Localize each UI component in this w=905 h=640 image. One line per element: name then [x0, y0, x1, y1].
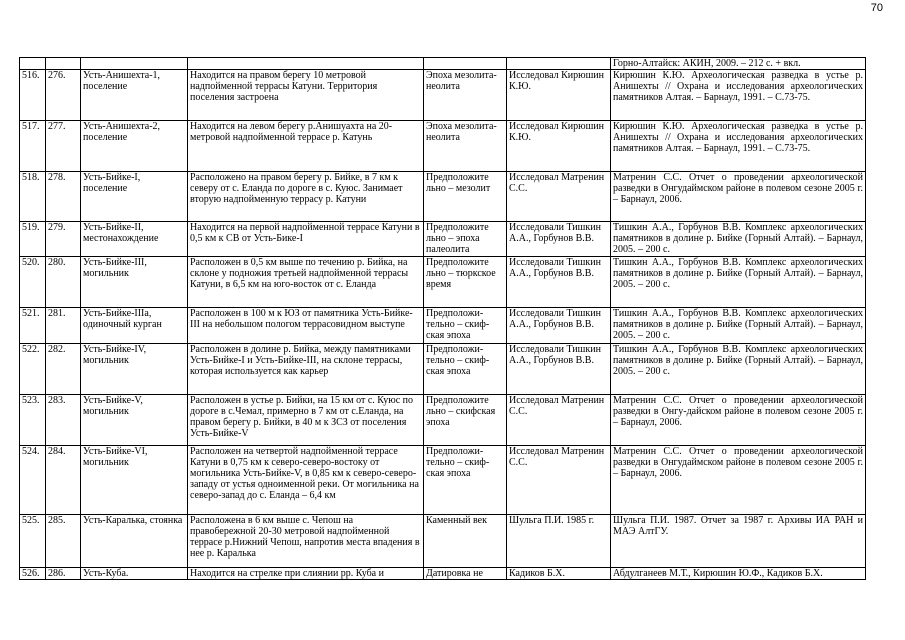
- cell-researcher: Исследовал Кирюшин К.Ю.: [507, 70, 611, 121]
- table-row: [20, 222, 866, 257]
- cell-dating: Эпоха мезолита-неолита: [424, 70, 507, 121]
- cell-literature: Матренин С.С. Отчет о проведении археологической разведки в Онгудаймском районе в полевом сезоне 2005 г. – Барнаул, 2006.: [611, 172, 866, 222]
- cell-location: Находится на левом берегу р.Анишуахта на 20-метровой надпойменной террасе р. Катунь: [188, 121, 424, 172]
- cell-site-number: 284.: [46, 446, 81, 515]
- cell-site-name: Усть-Бийке-I, поселение: [81, 172, 188, 222]
- cell-researcher: Исследовал Матренин С.С.: [507, 395, 611, 446]
- cell-literature: Матренин С.С. Отчет о проведении археологической разведки в Онгудаймском районе в полевом сезоне 2005 г. – Барнаул, 2006.: [611, 446, 866, 515]
- table-body: [20, 58, 866, 580]
- cell-row-number: 524.: [20, 446, 46, 515]
- cell-site-name: Усть-Анишехта-2, поселение: [81, 121, 188, 172]
- table-row-continuation: [20, 58, 866, 70]
- cell-location: Находится на правом берегу 10 метровой надпойменной террасы Катуни. Территория поселения застроена: [188, 70, 424, 121]
- cell-row-number: 522.: [20, 344, 46, 395]
- sites-table: [19, 57, 866, 580]
- cell-row-number: 520.: [20, 257, 46, 308]
- cell-site-name: Усть-Бийке-II, местонахождение: [81, 222, 188, 257]
- cell-site-name: Усть-Бийке-VI, могильник: [81, 446, 188, 515]
- cell-site-name: Усть-Анишехта-1, поселение: [81, 70, 188, 121]
- cell-site-number: 278.: [46, 172, 81, 222]
- cell-location: Расположен в 0,5 км выше по течению р. Бийка, на склоне у подножия третьей надпойменной террасы Катуни, в 6,5 км на юго-восток от с. Еланда: [188, 257, 424, 308]
- cell-location: Находится на стрелке при слиянии рр. Куба и: [188, 568, 424, 580]
- table-row: [20, 308, 866, 344]
- cell-dating: Каменный век: [424, 515, 507, 568]
- cell-dating: Эпоха мезолита-неолита: [424, 121, 507, 172]
- cell-researcher: Исследовали Тишкин А.А., Горбунов В.В.: [507, 222, 611, 257]
- cell-row-number: 521.: [20, 308, 46, 344]
- cell-location: Расположено на правом берегу р. Бийке, в 7 км к северу от с. Еланда по дороге в с. Куюс. Занимает вторую надпойменную террасу р. Катуни: [188, 172, 424, 222]
- table-row: [20, 257, 866, 308]
- cell-site-number: 280.: [46, 257, 81, 308]
- cell-location: Расположен на четвертой надпойменной террасе Катуни в 0,75 км к северо-северо-востоку от могильника Усть-Бийке-V, в 0,85 км к северо-северо-западу от устья одноименной реки. От могильника на северо-запад до с. Еланда – 6,4 км: [188, 446, 424, 515]
- table-row: [20, 344, 866, 395]
- cell-site-number: 282.: [46, 344, 81, 395]
- cell-literature: Тишкин А.А., Горбунов В.В. Комплекс археологических памятников в долине р. Бийке (Горный Алтай). – Барнаул, 2005. – 200 с.: [611, 257, 866, 308]
- cell-row-number: 526.: [20, 568, 46, 580]
- cell-location: Расположена в 6 км выше с. Чепош на правобережной 20-30 метровой надпойменной террасе р.Нижний Чепош, напротив места впадения в нее р. Каралька: [188, 515, 424, 568]
- cell-site-number: 286.: [46, 568, 81, 580]
- table-row: [20, 515, 866, 568]
- cell-literature: Матренин С.С. Отчет о проведении археологической разведки в Онгу-дайском районе в полевом сезоне 2005 г. – Барнаул, 2006.: [611, 395, 866, 446]
- cell-site-name: Усть-Бийке-III, могильник: [81, 257, 188, 308]
- cell-row-number: 519.: [20, 222, 46, 257]
- cell-literature: Кирюшин К.Ю. Археологическая разведка в устье р. Анишехты // Охрана и исследования археологических памятников Алтая. – Барнаул, 1991. – С.73-75.: [611, 70, 866, 121]
- cell-dating: Предположи-тельно – скиф-ская эпоха: [424, 344, 507, 395]
- cell-location: Расположен в 100 м к ЮЗ от памятника Усть-Бийке-III на небольшом пологом террасовидном выступе: [188, 308, 424, 344]
- cell-literature: Тишкин А.А., Горбунов В.В. Комплекс археологических памятников в долине р. Бийке (Горный Алтай). – Барнаул, 2005. – 200 с.: [611, 308, 866, 344]
- cell-literature: Кирюшин К.Ю. Археологическая разведка в устье р. Анишехты // Охрана и исследования археологических памятников Алтая. – Барнаул, 1991. – С.73-75.: [611, 121, 866, 172]
- cell-researcher: Исследовали Тишкин А.А., Горбунов В.В.: [507, 257, 611, 308]
- cell-dating: Предположите льно – скифская эпоха: [424, 395, 507, 446]
- cell-literature: Абдулганеев М.Т., Кирюшин Ю.Ф., Кадиков Б.Х.: [611, 568, 866, 580]
- table-row: [20, 568, 866, 580]
- cell-site-number: 277.: [46, 121, 81, 172]
- table-row: [20, 70, 866, 121]
- cell-researcher: Исследовал Кирюшин К.Ю.: [507, 121, 611, 172]
- cell-location: Расположен в устье р. Бийки, на 15 км от с. Куюс по дороге в с.Чемал, примерно в 7 км от с.Еланда, на правом берегу р. Бийки, в 40 м к ЗСЗ от поселения Усть-Бийке-V: [188, 395, 424, 446]
- table-row: [20, 446, 866, 515]
- cell-site-number: 283.: [46, 395, 81, 446]
- cell-literature: Шульга П.И. 1987. Отчет за 1987 г. Архивы ИА РАН и МАЭ АлтГУ.: [611, 515, 866, 568]
- cell-site-number: 285.: [46, 515, 81, 568]
- cell-literature: Горно-Алтайск: АКИН, 2009. – 212 с. + вкл.: [611, 58, 866, 70]
- cell-researcher: Исследовали Тишкин А.А., Горбунов В.В.: [507, 344, 611, 395]
- cell-site-name: Усть-Бийке-IIIа, одиночный курган: [81, 308, 188, 344]
- cell-site-number: 276.: [46, 70, 81, 121]
- cell-dating: Предположите льно – мезолит: [424, 172, 507, 222]
- cell-researcher: Исследовал Матренин С.С.: [507, 172, 611, 222]
- page-number: 70: [870, 2, 883, 14]
- cell-dating: Датировка не: [424, 568, 507, 580]
- cell-row-number: 516.: [20, 70, 46, 121]
- cell-dating: Предположите льно – тюркское время: [424, 257, 507, 308]
- cell-dating: Предположи-тельно – скиф-ская эпоха: [424, 446, 507, 515]
- cell-row-number: 525.: [20, 515, 46, 568]
- cell-site-number: 279.: [46, 222, 81, 257]
- cell-site-name: Усть-Бийке-IV, могильник: [81, 344, 188, 395]
- cell-location: Находится на первой надпойменной террасе Катуни в 0,5 км к СВ от Усть-Бике-I: [188, 222, 424, 257]
- cell-literature: Тишкин А.А., Горбунов В.В. Комплекс археологических памятников в долине р. Бийке (Горный Алтай). – Барнаул, 2005. – 200 с.: [611, 222, 866, 257]
- cell-dating: Предположи-тельно – скиф-ская эпоха: [424, 308, 507, 344]
- cell-researcher: Исследовали Тишкин А.А., Горбунов В.В.: [507, 308, 611, 344]
- cell-dating: Предположите льно – эпоха палеолита: [424, 222, 507, 257]
- table-row: [20, 395, 866, 446]
- cell-researcher: Шульга П.И. 1985 г.: [507, 515, 611, 568]
- cell-row-number: 517.: [20, 121, 46, 172]
- cell-researcher: Кадиков Б.Х.: [507, 568, 611, 580]
- cell-row-number: 523.: [20, 395, 46, 446]
- cell-row-number: 518.: [20, 172, 46, 222]
- cell-location: Расположен в долине р. Бийка, между памятниками Усть-Бийке-I и Усть-Бийке-III, на склоне террасы, которая используется как карьер: [188, 344, 424, 395]
- table-row: [20, 121, 866, 172]
- cell-site-name: Усть-Каралька, стоянка: [81, 515, 188, 568]
- cell-researcher: Исследовал Матренин С.С.: [507, 446, 611, 515]
- cell-site-name: Усть-Бийке-V, могильник: [81, 395, 188, 446]
- cell-literature: Тишкин А.А., Горбунов В.В. Комплекс археологических памятников в долине р. Бийке (Горный Алтай). – Барнаул, 2005. – 200 с.: [611, 344, 866, 395]
- cell-site-name: Усть-Куба.: [81, 568, 188, 580]
- cell-site-number: 281.: [46, 308, 81, 344]
- table-row: [20, 172, 866, 222]
